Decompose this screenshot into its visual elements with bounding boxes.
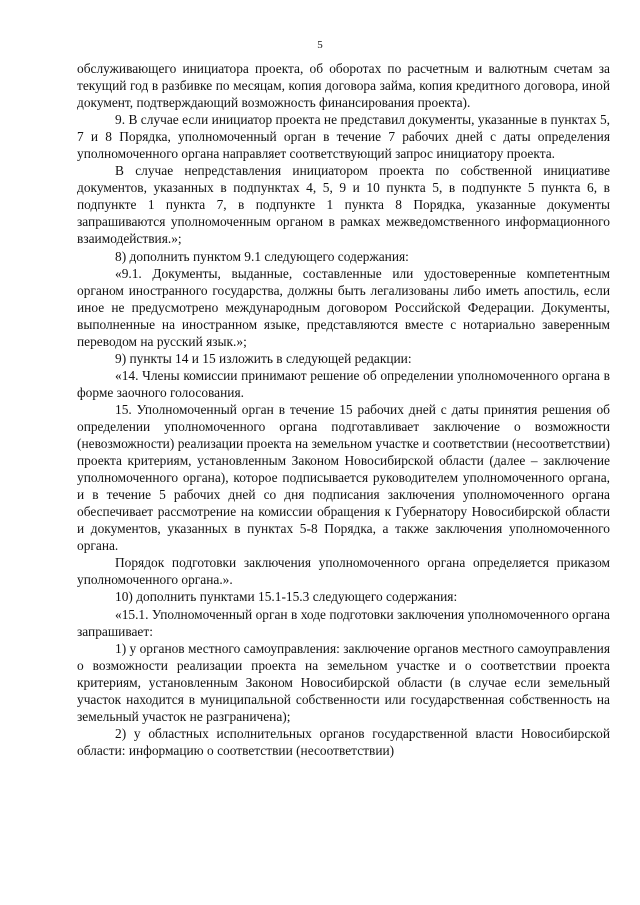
document-body	[77, 60, 610, 759]
paragraph-amendment-10: 10) дополнить пунктами 15.1-15.3 следующего содержания:	[115, 589, 458, 605]
paragraph-procedure: Порядок подготовки заключения уполномоченного органа определяется приказом уполномоченного органа.».	[77, 555, 610, 588]
paragraph-item-15-1: «15.1. Уполномоченный орган в ходе подготовки заключения уполномоченного органа запрашивает:	[77, 606, 610, 639]
paragraph-item-9-1: «9.1. Документы, выданные, составленные или удостоверенные компетентным органом иностранного государства, должны быть легализованы либо иметь апостиль, если иное не предусмотрено международным договором Российской Федерации. Документы, выполненные на иностранном языке, представляются вместе с нотариально заверенным переводом на русский язык.»;	[77, 265, 610, 349]
paragraph-amendment-9: 9) пункты 14 и 15 изложить в следующей редакции:	[115, 350, 412, 366]
paragraph-subitem-2: 2) у областных исполнительных органов государственной власти Новосибирской области: информацию о соответствии (несоответствии)	[77, 725, 610, 758]
paragraph-item-14: «14. Члены комиссии принимают решение об определении уполномоченного органа в форме заочного голосования.	[77, 367, 610, 400]
paragraph-amendment-8: 8) дополнить пунктом 9.1 следующего содержания:	[115, 248, 409, 264]
paragraph-item-9: 9. В случае если инициатор проекта не представил документы, указанные в пунктах 5, 7 и 8 Порядка, уполномоченный орган в течение 7 рабочих дней с даты определения уполномоченного органа направляет соответствующий запрос инициатору проекта.	[77, 112, 610, 162]
page-number: 5	[317, 39, 323, 51]
paragraph-nonsubmission: В случае непредставления инициатором проекта по собственной инициативе документов, указанных в подпунктах 4, 5, 9 и 10 пункта 5, в подпункте 5 пункта 6, в подпункте 1 пункта 7, в подпункте 1 пункта 8 Порядка, указанные документы запрашиваются уполномоченным органом в рамках межведомственного информационного взаимодействия.»;	[77, 163, 610, 247]
paragraph-item-15: 15. Уполномоченный орган в течение 15 рабочих дней с даты принятия решения об определении уполномоченного органа подготавливает заключение о возможности (невозможности) реализации проекта на земельном участке и соответствии (несоответствии) проекта критериям, установленным Законом Новосибирской области (далее – заключение уполномоченного органа), которое подписывается руководителем уполномоченного органа, и в течение 5 рабочих дней со дня подписания заключения уполномоченного органа обеспечивает рассмотрение на комиссии обращения к Губернатору Новосибирской области и документов, указанных в пунктах 5-8 Порядка, а также заключения уполномоченного органа.	[77, 401, 610, 554]
paragraph-continuation: обслуживающего инициатора проекта, об оборотах по расчетным и валютным счетам за текущий год в разбивке по месяцам, копия договора займа, копия кредитного договора, иной документ, подтверждающий возможность финансирования проекта).	[77, 61, 610, 111]
paragraph-subitem-1: 1) у органов местного самоуправления: заключение органов местного самоуправления о возможности реализации проекта на земельном участке и о соответствии проекта критериям, установленным Законом Новосибирской области (в случае если земельный участок находится в муниципальной собственности или государственная собственность на земельный участок не разграничена);	[77, 640, 610, 724]
